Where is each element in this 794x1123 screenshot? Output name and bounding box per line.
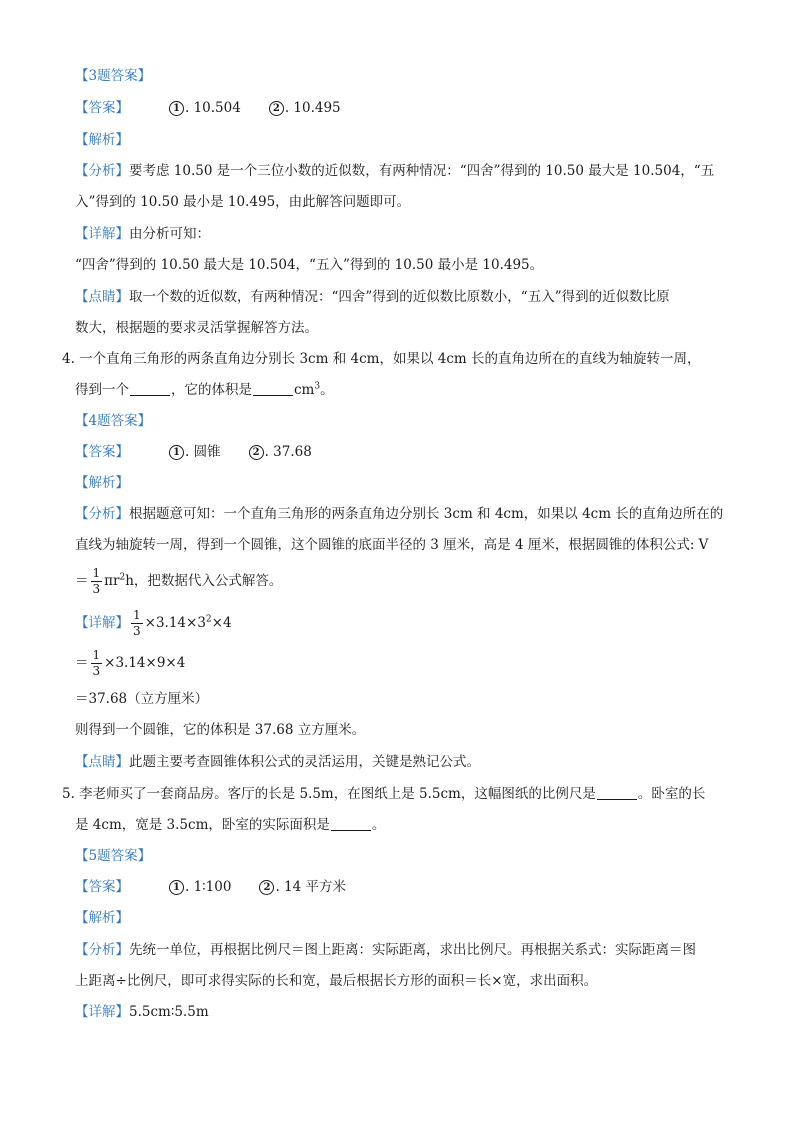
q4-question-line-2 [75,380,334,400]
calc-text: ×3.14×3 [144,615,206,631]
fraction-denominator: 3 [92,582,101,596]
answer-blank [597,785,637,800]
question-text: 得到一个 [75,382,129,398]
fenxi-label: 【分析】 [75,942,129,958]
fraction-numerator: 1 [92,648,101,662]
answer-label: 【答案】 [75,879,129,895]
dianjing-label: 【点睛】 [75,754,129,770]
circled-number: 1 [169,880,184,895]
formula-text: πr [104,573,120,589]
dianjing-text: 此题主要考查圆锥体积公式的灵活运用，关键是熟记公式。 [129,754,480,770]
circled-number: 1 [169,101,184,116]
answer-1: . 1∶100 [185,879,232,895]
equals-sign: ＝ [75,573,89,589]
fraction-numerator: 1 [133,608,141,622]
dianjing-label: 【点睛】 [75,289,129,305]
answer-label: 【答案】 [75,444,129,460]
xiangjie-text: 由分析可知： [129,226,210,242]
question-text: 。 [320,382,334,398]
calc-text: ×4 [211,615,232,631]
question-text: ，它的体积是 [171,382,252,398]
unit-text: cm [294,382,315,398]
q4-analysis-label: 【解析】 [75,475,129,491]
fenxi-text: 先统一单位，再根据比例尺＝图上距离：实际距离，求出比例尺。再根据关系式：实际距离＝图 [129,942,696,958]
xiangjie-label: 【详解】 [75,615,129,631]
calc-text: ×3.14×9×4 [104,655,186,671]
q4-answer-line [75,442,312,462]
question-text: 。 [371,817,386,833]
q3-xiangjie-line [75,224,210,244]
q5-answer-header: 【5题答案】 [75,848,152,864]
q3-xiangjie-line-2: “四舍”得到的 10.50 最大是 10.504，“五入”得到的 10.50 最小是 10.495。 [75,257,544,273]
fraction-numerator: 1 [92,566,101,580]
fenxi-label: 【分析】 [75,506,129,522]
calc-exponent: 2 [205,614,212,625]
question-text: 。卧室的长 [637,786,706,802]
dianjing-text: 取一个数的近似数，有两种情况：“四舍”得到的近似数比原数小，“五入”得到的近似数比原 [129,289,670,305]
fraction-one-third [91,648,103,679]
answer-2: . 14 平方米 [275,879,347,895]
answer-label: 【答案】 [75,100,129,116]
q4-fenxi-line-3 [75,564,282,598]
equals-sign: ＝ [75,655,89,671]
q3-fenxi-line-1 [75,161,714,181]
q3-dianjing-line-2: 数大，根据题的要求灵活掌握解答方法。 [75,320,318,336]
q4-xiangjie-calc-2 [75,646,185,680]
circled-number: 1 [169,445,184,460]
question-text: 5. 李老师买了一套商品房。客厅的长是 5.5m，在图纸上是 5.5cm，这幅图纸的比例尺是 [62,786,596,802]
q3-dianjing-line-1 [75,287,670,307]
fraction-one-third [131,608,143,639]
fenxi-label: 【分析】 [75,163,129,179]
q5-fenxi-line-2: 上距离÷比例尺，即可求得实际的长和宽，最后根据长方形的面积＝长×宽，求出面积。 [75,973,598,989]
q4-xiangjie-calc-3: ＝37.68（立方厘米） [75,691,209,707]
q4-fenxi-line-2: 直线为轴旋转一周，得到一个圆锥，这个圆锥的底面半径的 3 厘米，高是 4 厘米，根据圆锥的体积公式: V [75,537,709,553]
answer-blank [130,381,170,396]
answer-2: . 37.68 [264,444,312,460]
answer-1: . 10.504 [185,100,241,116]
q5-analysis-label: 【解析】 [75,910,129,926]
circled-number: 2 [269,101,284,116]
q4-conclusion: 则得到一个圆锥，它的体积是 37.68 立方厘米。 [75,722,366,738]
q4-dianjing-line [75,752,480,772]
q4-xiangjie-calc-1 [75,606,232,640]
q5-answer-line [75,877,346,897]
formula-text: h，把数据代入公式解答。 [125,573,283,589]
xiangjie-label: 【详解】 [75,1004,129,1020]
circled-number: 2 [249,445,264,460]
fraction-denominator: 3 [92,664,101,678]
fraction-denominator: 3 [133,624,141,638]
answer-2: . 10.495 [284,100,341,116]
q4-answer-header: 【4题答案】 [75,413,152,429]
q5-question-line-2 [75,815,385,835]
answer-1: . 圆锥 [185,444,221,460]
fenxi-text: 要考虑 10.50 是一个三位小数的近似数，有两种情况：“四舍”得到的 10.50 最大是 10.504，“五 [129,163,715,179]
q3-answer-line [75,98,341,118]
q4-question-line-1: 4. 一个直角三角形的两条直角边分别长 3cm 和 4cm，如果以 4cm 长的直角边所在的直线为轴旋转一周， [62,351,701,367]
q3-answer-header: 【3题答案】 [75,68,152,84]
q3-analysis-label: 【解析】 [75,132,129,148]
q5-question-line-1 [62,784,705,804]
answer-blank [331,816,371,831]
q5-xiangjie-line [75,1002,209,1022]
fraction-one-third [91,566,103,597]
q5-fenxi-line-1 [75,940,696,960]
circled-number: 2 [259,880,274,895]
answer-blank [253,381,293,396]
q4-fenxi-line-1 [75,504,723,524]
q3-fenxi-line-2: 入”得到的 10.50 最小是 10.495，由此解答问题即可。 [75,194,411,210]
formula-exponent: 2 [119,572,126,583]
xiangjie-text: 5.5cm∶5.5m [129,1004,209,1020]
unit-exponent: 3 [314,381,321,392]
xiangjie-label: 【详解】 [75,226,129,242]
fenxi-text: 根据题意可知：一个直角三角形的两条直角边分别长 3cm 和 4cm，如果以 4cm 长的直角边所在的 [129,506,724,522]
question-text: 是 4cm，宽是 3.5cm，卧室的实际面积是 [75,817,330,833]
